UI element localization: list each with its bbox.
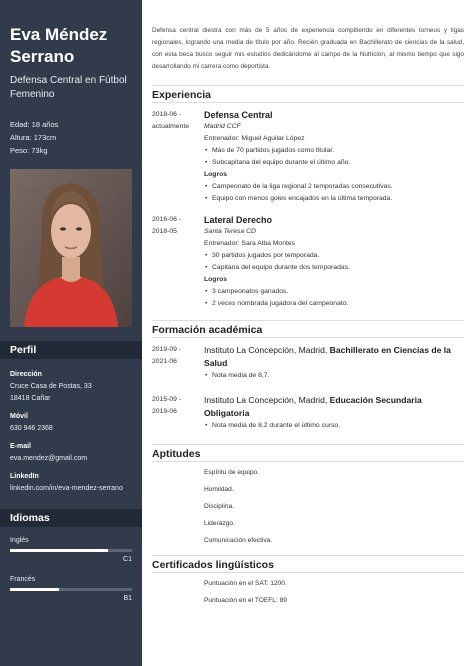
education-entry — [152, 344, 464, 382]
club-name: Madrid CCF — [204, 123, 241, 130]
candidate-name: Eva Méndez Serrano — [10, 25, 108, 66]
stat-age: Edad: 18 años — [10, 120, 59, 129]
main-content — [142, 0, 474, 666]
achievements-list — [204, 181, 464, 205]
linkedin-label: LinkedIn — [10, 473, 39, 480]
summary-text: Defensa central diestra con más de 5 años de experiencia compitiendo en diferentes torneos y ligas regionales, logrando una media de título por año. Recién graduada en Bachillerato de ciencias de la salud, con esta beca busco seguir mis estudios dedicándome al campo de la Nutrición, al mismo tiempo que sigo desarrollando mi carrera como deportista. — [152, 27, 464, 70]
list-item: • Nota media de 8,2 durante el último curso. — [204, 420, 464, 432]
language-name: Inglés — [10, 537, 29, 544]
phone-label: Móvil — [10, 413, 28, 420]
list-item: • Nota media de 8,7. — [204, 370, 464, 382]
education-dates: 2015-09 - 2019-06 — [152, 396, 182, 415]
email-label: E-mail — [10, 443, 32, 450]
achievements-list — [204, 286, 464, 310]
education-heading: Formación académica — [152, 320, 464, 338]
language-name: Francés — [10, 576, 36, 583]
linkedin-link[interactable]: linkedin.com/in/eva-mendez-serrano — [10, 485, 123, 492]
list-item: • 30 partidos jugados por temporada. — [204, 250, 464, 262]
stats-list — [0, 102, 142, 157]
experience-dates: 2016-06 - 2018-05 — [152, 216, 182, 235]
list-item: • 2 veces nombrada jugadora del campeonato. — [204, 298, 464, 310]
achievements-label: Logros — [204, 171, 228, 178]
list-item: Humildad. — [204, 486, 234, 493]
education-entry — [152, 394, 464, 432]
list-item: • Equipo con menos goles encajados en la última temporada. — [204, 193, 464, 205]
education-dates: 2019-09 - 2021-06 — [152, 346, 182, 365]
language-level-bar — [10, 549, 132, 552]
address-label: Dirección — [10, 371, 42, 378]
list-item: • Subcapitana del equipo durante el último año. — [204, 157, 464, 169]
language-level: B1 — [123, 595, 132, 602]
candidate-role: Defensa Central en Fútbol Femenino — [10, 75, 127, 100]
list-item: Disciplina. — [204, 503, 235, 510]
email-value[interactable]: eva.mendez@gmail.com — [10, 455, 88, 462]
education-title: Instituto La Concepción, Madrid, Educación Secundaria Obligatoria — [204, 395, 422, 418]
experience-entry — [152, 214, 464, 310]
certificates-heading: Certificados lingüísticos — [152, 555, 464, 573]
language-level-fill — [10, 549, 108, 552]
skills-heading: Aptitudes — [152, 444, 464, 462]
list-item: • Capitana del equipo durante dos temporadas. — [204, 262, 464, 274]
perfil-heading: Perfil — [0, 341, 142, 359]
experience-entry — [152, 109, 464, 205]
experience-heading: Experiencia — [152, 85, 464, 103]
job-title: Lateral Derecho — [204, 215, 273, 225]
language-level-bar — [10, 588, 132, 591]
list-item: • 3 campeonatos ganados. — [204, 286, 464, 298]
phone-value[interactable]: 630 946 2368 — [10, 425, 53, 432]
education-title: Instituto La Concepción, Madrid, Bachillerato en Ciencias de la Salud — [204, 345, 451, 368]
certificates-list — [152, 575, 464, 609]
duties-list — [204, 145, 464, 169]
list-item: Comunicación efectiva. — [204, 537, 273, 544]
list-item: • Más de 70 partidos jugados como titular. — [204, 145, 464, 157]
duties-list — [204, 250, 464, 274]
portrait-illustration — [10, 169, 132, 327]
list-item: • Campeonato de la liga regional 2 temporadas consecutivas. — [204, 181, 464, 193]
perfil-section — [0, 359, 142, 495]
list-item: Puntuación en el TOEFL: 89 — [204, 597, 287, 604]
address-line-2: 18418 Cañar — [10, 395, 51, 402]
language-level-fill — [10, 588, 59, 591]
idiomas-heading: Idiomas — [0, 509, 142, 527]
language-item — [0, 535, 142, 566]
stat-weight: Peso: 73kg — [10, 146, 48, 155]
stat-height: Altura: 173cm — [10, 133, 57, 142]
job-title: Defensa Central — [204, 110, 273, 120]
experience-dates: 2018-06 - actualmente — [152, 111, 190, 130]
list-item: Liderazgo. — [204, 520, 235, 527]
coach-name: Entrenador: Sara Alba Montes — [204, 240, 296, 247]
skills-list — [152, 464, 464, 549]
language-level: C1 — [123, 556, 132, 563]
sidebar — [0, 0, 142, 666]
list-item: Espíritu de equipo. — [204, 469, 259, 476]
coach-name: Entrenador: Miguel Aguilar López — [204, 135, 305, 142]
achievements-label: Logros — [204, 276, 228, 283]
language-item — [0, 574, 142, 605]
club-name: Santa Teresa CD — [204, 228, 256, 235]
address-line-1: Cruce Casa de Postas, 33 — [10, 383, 92, 390]
list-item: Puntuación en el SAT: 1200. — [204, 580, 287, 587]
profile-photo — [10, 169, 132, 327]
